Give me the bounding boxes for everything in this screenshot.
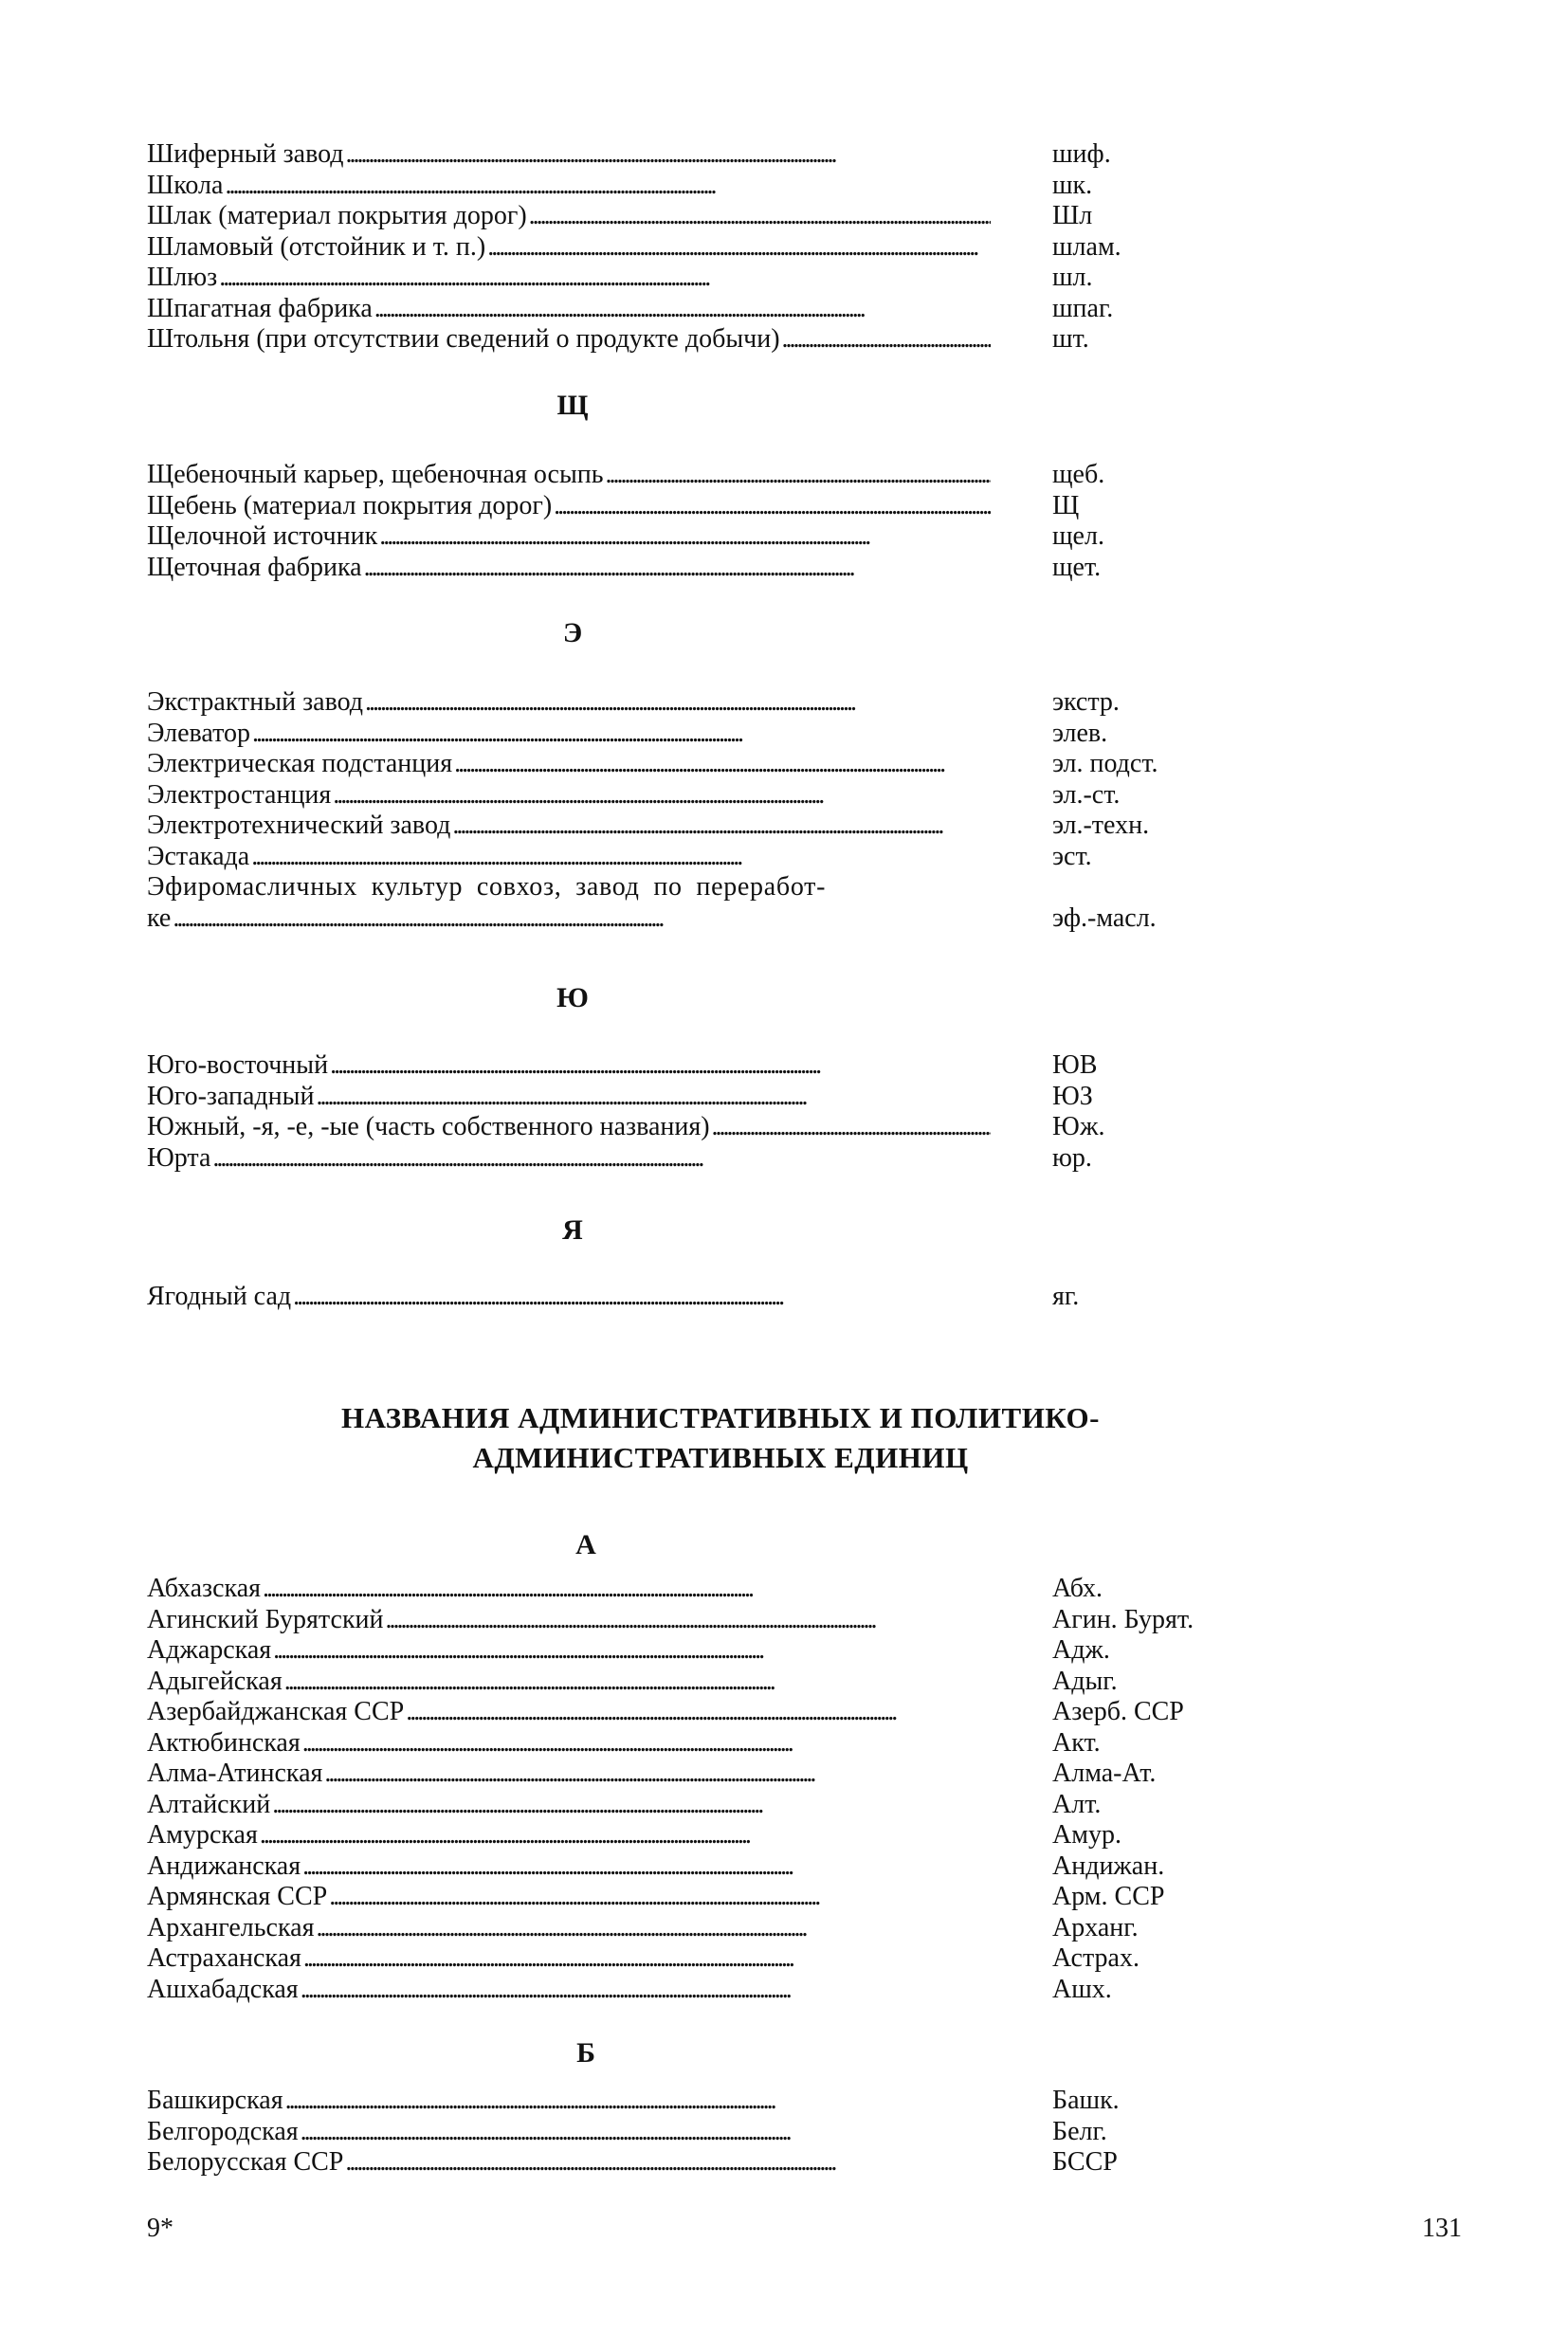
index-entry (147, 811, 1237, 842)
index-entry (147, 780, 1237, 811)
page-number: 131 (1422, 2214, 1462, 2243)
entry-abbreviation: Азерб. ССР (1052, 1697, 1184, 1726)
index-entry (147, 1050, 1237, 1082)
section-shch-list (147, 460, 1237, 583)
entry-term: Астраханская . . . (147, 1943, 991, 1975)
entry-abbreviation: яг. (1052, 1282, 1080, 1311)
index-entry (147, 1913, 1237, 1944)
index-entry (147, 1759, 1237, 1790)
index-entry (147, 521, 1237, 553)
index-entry (147, 1082, 1237, 1113)
entry-abbreviation: эф.-масл. (1052, 903, 1157, 933)
entry-term: Шлак (материал покрытия дорог) . . . (147, 201, 991, 232)
entry-abbreviation: юр. (1052, 1142, 1092, 1173)
index-entry (147, 1667, 1237, 1698)
entry-abbreviation: БССР (1052, 2147, 1118, 2177)
entry-term: ке . . . (147, 903, 991, 935)
index-entry (147, 1975, 1237, 2006)
entry-abbreviation: шк. (1052, 170, 1093, 200)
entry-term: Щебеночный карьер, щебеночная осыпь . . . (147, 460, 991, 491)
entry-term: Адыгейская . . . (147, 1667, 991, 1698)
entry-abbreviation: эл.-ст. (1052, 779, 1121, 810)
entry-abbreviation: экстр. (1052, 687, 1120, 717)
section-letter-yu: Ю (556, 982, 589, 1013)
section-letter-a: А (575, 1529, 596, 1560)
index-entry (147, 2117, 1237, 2148)
wrapped-entry (147, 872, 1237, 934)
section-e-rows (147, 687, 1237, 872)
entry-abbreviation: шпаг. (1052, 293, 1114, 323)
section-letter-b: Б (576, 2037, 595, 2069)
entry-abbreviation: Башк. (1052, 2086, 1120, 2115)
index-entry (147, 1728, 1237, 1759)
index-entry (147, 687, 1237, 719)
index-entry (147, 171, 1237, 202)
entry-abbreviation: Алма-Ат. (1052, 1759, 1157, 1788)
entry-term: Архангельская . . . (147, 1913, 991, 1944)
entry-abbreviation: эл. подст. (1052, 749, 1158, 778)
entry-term: Белгородская . . . (147, 2117, 991, 2148)
index-entry (147, 1820, 1237, 1851)
entry-abbreviation: Астрах. (1052, 1943, 1140, 1973)
section-e-list (147, 687, 1237, 934)
entry-abbreviation: ЮВ (1052, 1050, 1098, 1080)
entry-term: Башкирская . . . (147, 2086, 991, 2117)
entry-abbreviation: Юж. (1052, 1112, 1105, 1141)
wrapped-entry-line1: Эфиромасличных культур совхоз, завод по переработ- (147, 872, 827, 902)
entry-abbreviation: щеб. (1052, 460, 1105, 489)
index-entry (147, 1112, 1237, 1143)
section-letter-ya: Я (562, 1214, 583, 1246)
entry-abbreviation: шиф. (1052, 139, 1111, 169)
index-entry (147, 749, 1237, 780)
entry-abbreviation: Алт. (1052, 1789, 1102, 1819)
index-entry (147, 263, 1237, 294)
entry-abbreviation: Щ (1052, 490, 1080, 520)
entry-term: Школа . . . (147, 171, 991, 202)
entry-term: Юго-восточный . . . (147, 1050, 991, 1082)
index-entry (147, 491, 1237, 522)
section-yu-list (147, 1050, 1237, 1174)
entry-term: Шлюз . . . (147, 263, 991, 294)
index-entry (147, 842, 1237, 873)
index-entry (147, 1574, 1237, 1605)
entry-abbreviation: шл. (1052, 263, 1093, 292)
entry-term: Щебень (материал покрытия дорог) . . . (147, 491, 991, 522)
entry-abbreviation: щет. (1052, 552, 1102, 582)
section-b-list (147, 2086, 1237, 2179)
entry-term: Аджарская . . . (147, 1635, 991, 1667)
entry-term: Азербайджанская ССР . . . (147, 1697, 991, 1728)
entry-term: Элеватор . . . (147, 719, 991, 750)
entry-term: Экстрактный завод . . . (147, 687, 991, 719)
index-entry (147, 1282, 1237, 1313)
index-entry (147, 232, 1237, 264)
entry-term: Армянская ССР . . . (147, 1882, 991, 1913)
entry-term: Щелочной источник . . . (147, 521, 991, 553)
entry-term: Штольня (при отсутствии сведений о продукте добычи) . . . (147, 324, 991, 356)
heading-line-2: АДМИНИСТРАТИВНЫХ ЕДИНИЦ (472, 1441, 969, 1474)
entry-abbreviation: Амур. (1052, 1820, 1121, 1850)
entry-abbreviation: Андижан. (1052, 1851, 1165, 1881)
section-sh-list (147, 139, 1237, 356)
entry-abbreviation: Белг. (1052, 2116, 1107, 2146)
entry-abbreviation: Акт. (1052, 1727, 1101, 1758)
entry-abbreviation: шт. (1052, 324, 1089, 354)
entry-term: Шламовый (отстойник и т. п.) . . . (147, 232, 991, 264)
index-entry (147, 1697, 1237, 1728)
entry-abbreviation: щел. (1052, 521, 1104, 551)
index-entry (147, 2147, 1237, 2179)
entry-abbreviation: Арханг. (1052, 1912, 1139, 1942)
signature-mark: 9* (147, 2214, 173, 2243)
entry-term: Электротехнический завод . . . (147, 811, 991, 842)
entry-term: Алма-Атинская . . . (147, 1759, 991, 1790)
entry-abbreviation: Адж. (1052, 1635, 1110, 1665)
entry-term: Щеточная фабрика . . . (147, 553, 991, 584)
index-entry (147, 139, 1237, 171)
index-entry (147, 1851, 1237, 1883)
section-ya-list (147, 1282, 1237, 1313)
index-entry (147, 1882, 1237, 1913)
entry-abbreviation: элев. (1052, 718, 1108, 748)
entry-term: Электрическая подстанция . . . (147, 749, 991, 780)
entry-term: Шиферный завод . . . (147, 139, 991, 171)
entry-term: Белорусская ССР . . . (147, 2147, 991, 2179)
entry-term: Ягодный сад . . . (147, 1282, 991, 1313)
entry-abbreviation: Ашх. (1052, 1974, 1112, 2004)
index-entry (147, 1790, 1237, 1821)
entry-abbreviation: Шл (1052, 201, 1093, 230)
entry-abbreviation: Абх. (1052, 1574, 1103, 1603)
index-entry (147, 1605, 1237, 1636)
section-letter-shch: Щ (556, 390, 589, 421)
entry-abbreviation: эл.-техн. (1052, 811, 1150, 840)
index-entry (147, 1635, 1237, 1667)
entry-abbreviation: ЮЗ (1052, 1081, 1093, 1111)
entry-term: Шпагатная фабрика . . . (147, 294, 991, 325)
entry-term: Абхазская . . . (147, 1574, 991, 1605)
entry-term: Электростанция . . . (147, 780, 991, 811)
entry-term: Юрта . . . (147, 1143, 991, 1175)
section-a-list (147, 1574, 1237, 2005)
entry-term: Андижанская . . . (147, 1851, 991, 1883)
index-entry (147, 719, 1237, 750)
index-entry (147, 324, 1237, 356)
index-entry (147, 460, 1237, 491)
index-entry (147, 2086, 1237, 2117)
entry-term: Ашхабадская . . . (147, 1975, 991, 2006)
index-entry (147, 1943, 1237, 1975)
index-entry (147, 294, 1237, 325)
entry-term: Агинский Бурятский . . . (147, 1605, 991, 1636)
section-letter-e: Э (562, 617, 583, 648)
entry-abbreviation: Арм. ССР (1052, 1882, 1165, 1911)
heading-line-1: НАЗВАНИЯ АДМИНИСТРАТИВНЫХ И ПОЛИТИКО- (341, 1401, 1100, 1434)
index-entry (147, 1143, 1237, 1175)
index-entry (147, 553, 1237, 584)
entry-abbreviation: Агин. Бурят. (1052, 1604, 1194, 1634)
entry-term: Алтайский . . . (147, 1790, 991, 1821)
index-entry (147, 201, 1237, 232)
entry-term: Амурская . . . (147, 1820, 991, 1851)
entry-abbreviation: Адыг. (1052, 1666, 1118, 1696)
entry-abbreviation: эст. (1052, 841, 1092, 871)
entry-term: Актюбинская . . . (147, 1728, 991, 1759)
entry-abbreviation: шлам. (1052, 231, 1121, 262)
entry-term: Юго-западный . . . (147, 1082, 991, 1113)
entry-term: Южный, -я, -е, -ые (часть собственного названия) . . . (147, 1112, 991, 1143)
entry-term: Эстакада . . . (147, 842, 991, 873)
wrapped-entry-line2 (147, 903, 1237, 935)
